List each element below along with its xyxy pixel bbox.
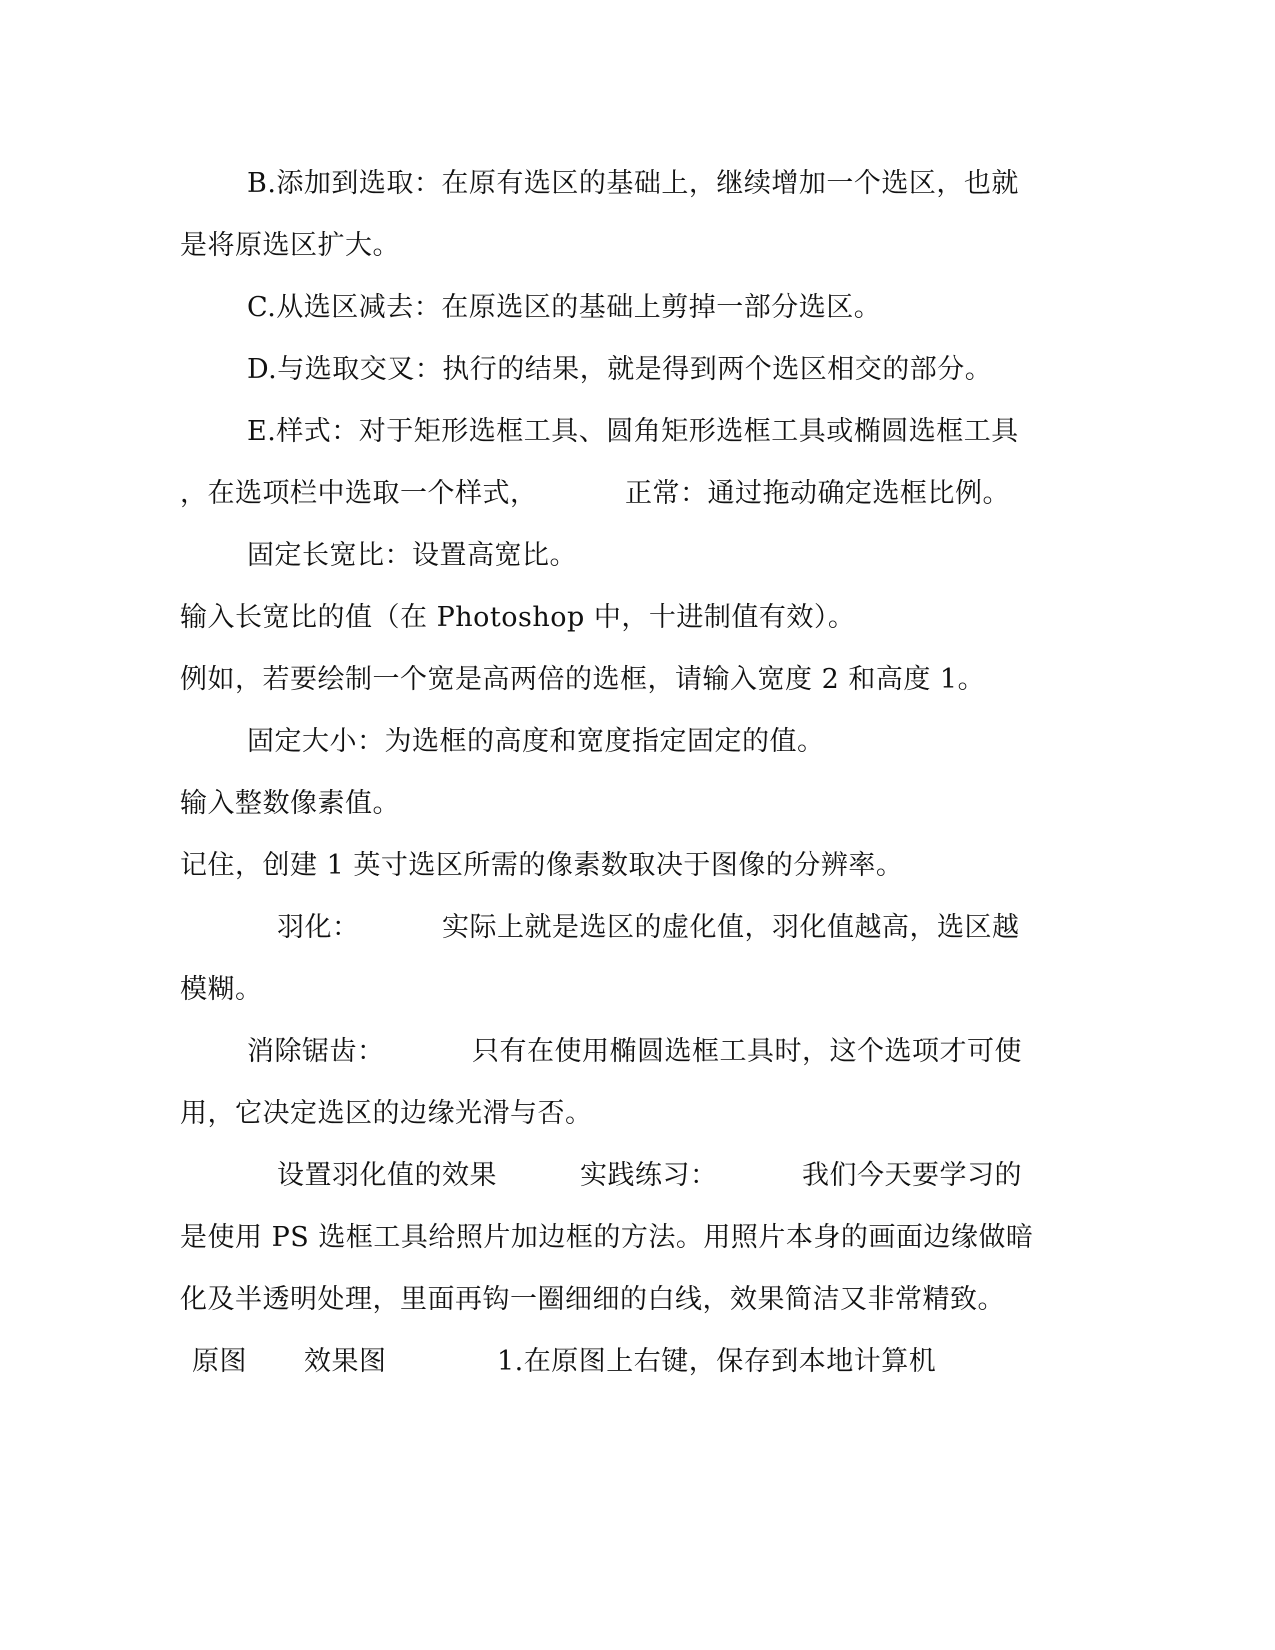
paragraph-feather-cont: 模糊。 xyxy=(180,974,263,1005)
paragraph-practice-body-cont: 化及半透明处理，里面再钩一圈细细的白线，效果简洁又非常精致。 xyxy=(180,1284,1005,1315)
step-1-save-image: 1.在原图上右键，保存到本地计算机 xyxy=(497,1346,937,1377)
paragraph-pixel-input: 输入整数像素值。 xyxy=(180,788,400,819)
paragraph-practice-body: 是使用 PS 选框工具给照片加边框的方法。用照片本身的画面边缘做暗 xyxy=(180,1222,1034,1253)
label-feather-effect: 设置羽化值的效果 xyxy=(277,1160,497,1191)
paragraph-style: E.样式：对于矩形选框工具、圆角矩形选框工具或椭圆选框工具 xyxy=(247,416,1019,447)
paragraph-add-to-selection-cont: 是将原选区扩大。 xyxy=(180,230,400,261)
paragraph-intersect-selection: D.与选取交叉：执行的结果，就是得到两个选区相交的部分。 xyxy=(247,354,993,385)
paragraph-add-to-selection: B.添加到选取：在原有选区的基础上，继续增加一个选区，也就 xyxy=(247,168,1019,199)
paragraph-style-cont: ，在选项栏中选取一个样式， xyxy=(180,478,538,509)
paragraph-anti-alias: 只有在使用椭圆选框工具时，这个选项才可使 xyxy=(472,1036,1022,1067)
paragraph-ratio-example: 例如，若要绘制一个宽是高两倍的选框，请输入宽度 2 和高度 1。 xyxy=(180,664,986,695)
caption-original-image: 原图 xyxy=(192,1346,247,1377)
paragraph-subtract-selection: C.从选区减去：在原选区的基础上剪掉一部分选区。 xyxy=(247,292,882,323)
paragraph-ratio-input: 输入长宽比的值（在 Photoshop 中，十进制值有效）。 xyxy=(180,602,856,633)
paragraph-anti-alias-cont: 用，它决定选区的边缘光滑与否。 xyxy=(180,1098,593,1129)
label-feather: 羽化： xyxy=(277,912,360,943)
paragraph-resolution-note: 记住，创建 1 英寸选区所需的像素数取决于图像的分辨率。 xyxy=(180,850,904,881)
paragraph-feather: 实际上就是选区的虚化值，羽化值越高，选区越 xyxy=(442,912,1020,943)
caption-effect-image: 效果图 xyxy=(304,1346,387,1377)
label-practice: 实践练习： xyxy=(580,1160,718,1191)
label-anti-alias: 消除锯齿： xyxy=(247,1036,385,1067)
paragraph-normal-style: 正常：通过拖动确定选框比例。 xyxy=(625,478,1010,509)
paragraph-fixed-size: 固定大小：为选框的高度和宽度指定固定的值。 xyxy=(247,726,825,757)
paragraph-fixed-ratio: 固定长宽比：设置高宽比。 xyxy=(247,540,577,571)
paragraph-practice-intro: 我们今天要学习的 xyxy=(802,1160,1022,1191)
